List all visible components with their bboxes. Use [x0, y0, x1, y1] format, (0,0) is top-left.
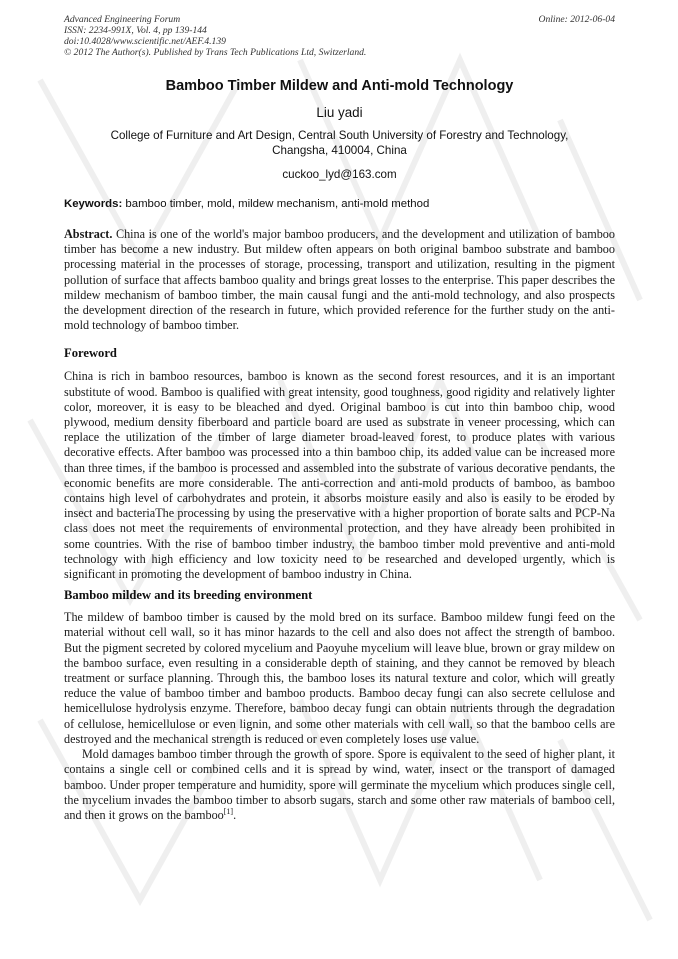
author-email: cuckoo_lyd@163.com	[282, 168, 397, 181]
affiliation-line-1: College of Furniture and Art Design, Central South University of Forestry and Technology,	[110, 129, 569, 142]
journal-name: Advanced Engineering Forum	[64, 14, 181, 25]
journal-copyright: © 2012 The Author(s). Published by Trans Tech Publications Ltd, Switzerland.	[64, 47, 367, 58]
keywords-text: bamboo timber, mold, mildew mechanism, anti-mold method	[122, 198, 430, 210]
abstract	[64, 227, 615, 333]
mildew-paragraph-2-end: .	[233, 807, 237, 822]
mildew-heading: Bamboo mildew and its breeding environment	[64, 588, 313, 603]
journal-issn: ISSN: 2234-991X, Vol. 4, pp 139-144	[64, 25, 207, 36]
abstract-text: China is one of the world's major bamboo producers, and the development and utilization of bamboo timber has become a new industry. But mildew often appears on both original bamboo substrate and bamboo processing material in the processes of storage, processing, transport and utilization, resulting in the pigment pollution of surface that affects bamboo quality and brings great losses to the enterprise. This paper describes the mildew mechanism of bamboo timber, the main causal fungi and the anti-mold technology, and also prospects the development direction of the research in future, which provided reference for the further study on the anti-mold technology of bamboo timber.	[64, 227, 615, 333]
author-affiliation	[64, 129, 615, 158]
abstract-label: Abstract.	[64, 227, 113, 241]
paper-content	[64, 14, 615, 823]
journal-doi: doi:10.4028/www.scientific.net/AEF.4.139	[64, 36, 226, 47]
keywords	[64, 198, 615, 210]
journal-header	[64, 14, 615, 58]
foreword-paragraph: China is rich in bamboo resources, bamboo is known as the second forest resources, and it is an important substitute of wood. Bamboo is qualified with great intensity, good toughness, good rigidity and relatively lighter color, moreover, it is easy to be bleached and dyed. Original bamboo is cut into thin bamboo chip, wood plywood, medium density fiberboard and particle board are used as substrate in veneer processing, which can replace the utilization of the timber of large diameter broad-leaved forest, to produce plates with various decorative effects. After bamboo was processed into a thin bamboo chip, its added value can be increased more than three times, if the bamboo is processed and assembled into the substrate of various decorative pendants, the economic benefits are more considerable. The anti-correction and anti-mold products of bamboo, as bamboo contains high level of carbohydrates and protein, it absorbs moisture easily and also is easily to be eroded by insect and bacteriaThe processing by using the preservative with a higher proportion of borate salts and PCP-Na class does not meet the requirements of environmental protection, and they have already been prohibited in some countries. With the rise of bamboo timber industry, the bamboo timber mold preventive and anti-mold technology with high efficiency and low toxicity need to be researched and developed urgently, which is significant in promoting the development of bamboo industry in China.	[64, 369, 615, 582]
paper-title: Bamboo Timber Mildew and Anti-mold Technology	[165, 78, 514, 94]
foreword-heading: Foreword	[64, 346, 117, 361]
mildew-paragraph-2	[64, 747, 615, 823]
citation-ref: [1]	[223, 806, 234, 816]
author-name: Liu yadi	[316, 105, 363, 120]
online-date: Online: 2012-06-04	[538, 14, 615, 25]
keywords-label: Keywords:	[64, 198, 123, 210]
mildew-paragraph-2-text: Mold damages bamboo timber through the growth of spore. Spore is equivalent to the seed of higher plant, it contains a single cell or combined cells and it is spread by wind, water, insect or the transport of damaged bamboo. Under proper temperature and humidity, spore will germinate the mycelium which produces single cell, the mycelium invades the bamboo timber to absorb sugars, starch and some other raw materials of bamboo cell, and then it grows on the bamboo	[64, 747, 615, 822]
mildew-paragraph-1: The mildew of bamboo timber is caused by the mold bred on its surface. Bamboo mildew fungi feed on the material without cell wall, so it has minor hazards to the cell and also does not affect the strength of bamboo. But the pigment secreted by colored mycelium and Paoyuhe mycelium will leave blue, brown or gray mildew on the bamboo surface, even resulting in a considerable depth of staining, and they cannot be removed by bleach treatment or surface planning. Through this, the bamboo loses its natural texture and color, which will greatly reduce the value of bamboo timber and bamboo products. Bamboo decay fungi can also secrete cellulose and hemicellulose hydrolysis enzyme. Therefore, bamboo decay fungi can obtain nutrients through the degradation of cellulose, hemicellulose or even lignin, and some other materials with cell wall, so that the bamboo cells are destroyed and the mechanical strength is reduced or even completely loses use value.	[64, 610, 615, 746]
affiliation-line-2: Changsha, 410004, China	[272, 143, 407, 157]
